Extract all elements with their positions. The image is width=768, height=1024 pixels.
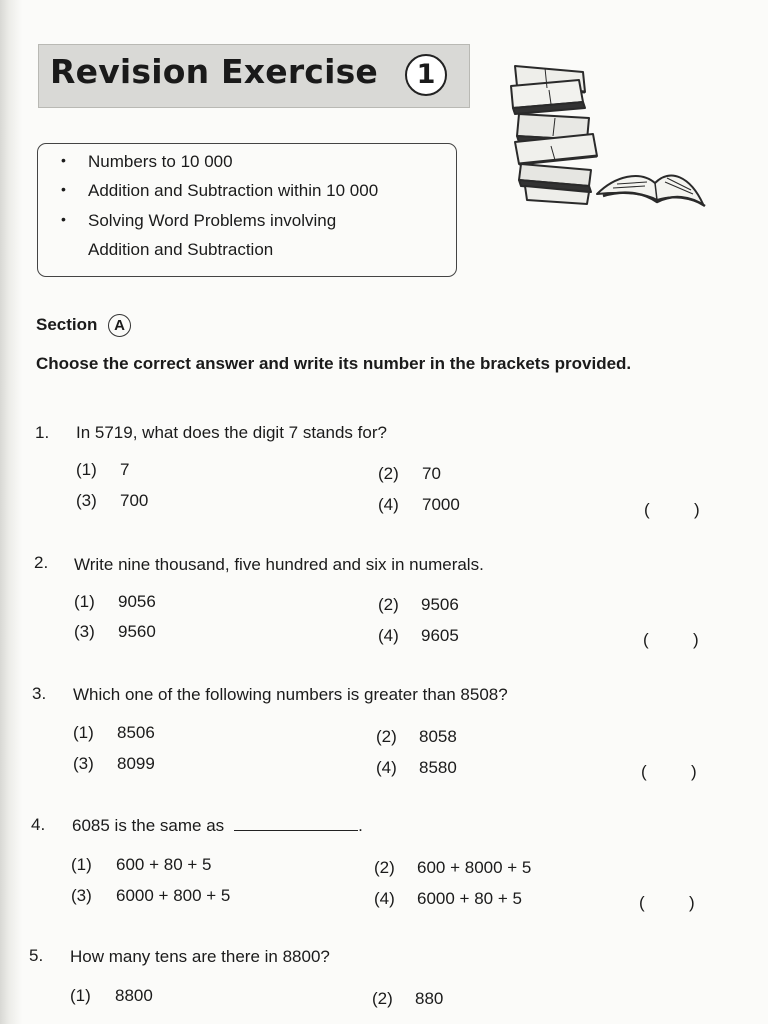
option-label: (1) (70, 986, 91, 1005)
topic-label: Solving Word Problems involving (88, 211, 337, 230)
option-label: (3) (74, 622, 95, 641)
topic-label: Addition and Subtraction within 10 000 (88, 181, 379, 200)
option-label: (2) (372, 989, 393, 1008)
option-value: 8058 (419, 727, 457, 746)
option-value: 7 (120, 460, 130, 479)
option-label: (4) (376, 758, 397, 777)
option-value: 9056 (118, 592, 156, 611)
topic-label: Numbers to 10 000 (88, 152, 233, 171)
answer-bracket-close: ) (689, 893, 695, 912)
question-text: How many tens are there in 8800? (70, 947, 330, 966)
topic-item (61, 181, 379, 201)
answer-bracket-close: ) (694, 500, 700, 519)
option-label: (1) (73, 723, 94, 742)
question-number: 3. (32, 684, 47, 703)
question-text: Which one of the following numbers is greater than 8508? (73, 685, 508, 704)
question-number: 2. (34, 553, 49, 572)
option-label: (2) (378, 464, 399, 483)
question-text: 6085 is the same as (72, 816, 225, 835)
option-value: 8506 (117, 723, 155, 742)
option-label: (1) (74, 592, 95, 611)
option-value: 9560 (118, 622, 156, 641)
answer-bracket-open: ( (639, 893, 645, 912)
bullet-icon: • (61, 152, 66, 168)
exercise-number-badge: 1 (405, 54, 447, 96)
bullet-icon: • (61, 181, 66, 197)
question-number: 5. (29, 946, 44, 965)
option-label: (1) (76, 460, 97, 479)
option-label: (4) (378, 495, 399, 514)
books-illustration (505, 58, 710, 213)
option-value: 8800 (115, 986, 153, 1005)
page-title: Revision Exercise (50, 52, 379, 91)
option-value: 8099 (117, 754, 155, 773)
question-number: 1. (35, 423, 50, 442)
section-label: Section (36, 315, 98, 334)
answer-bracket-open: ( (644, 500, 650, 519)
option-value: 70 (422, 464, 441, 483)
section-instruction: Choose the correct answer and write its number in the brackets provided. (36, 354, 632, 373)
question-text: In 5719, what does the digit 7 stands for? (76, 423, 387, 442)
topic-item (61, 211, 337, 231)
option-label: (2) (376, 727, 397, 746)
option-value: 6000 + 800 + 5 (116, 886, 231, 905)
option-value: 700 (120, 491, 149, 510)
option-value: 6000 + 80 + 5 (417, 889, 522, 908)
question-text-row (72, 816, 363, 836)
option-label: (3) (76, 491, 97, 510)
question-number: 4. (31, 815, 46, 834)
question-text: Write nine thousand, five hundred and six in numerals. (74, 555, 484, 574)
section-letter-badge: A (108, 314, 131, 337)
option-label: (4) (378, 626, 399, 645)
option-value: 600 + 80 + 5 (116, 855, 212, 874)
scan-edge-shadow (0, 0, 22, 1024)
answer-bracket-open: ( (641, 762, 647, 781)
option-label: (4) (374, 889, 395, 908)
option-value: 9605 (421, 626, 459, 645)
topic-item (88, 240, 273, 260)
topic-item (61, 152, 233, 172)
option-value: 600 + 8000 + 5 (417, 858, 532, 877)
option-value: 9506 (421, 595, 459, 614)
answer-bracket-open: ( (643, 630, 649, 649)
option-label: (1) (71, 855, 92, 874)
option-label: (3) (73, 754, 94, 773)
answer-bracket-close: ) (691, 762, 697, 781)
option-value: 880 (415, 989, 444, 1008)
option-value: 7000 (422, 495, 460, 514)
topic-label: Addition and Subtraction (88, 240, 274, 259)
bullet-icon: • (61, 211, 66, 227)
answer-blank-line (234, 830, 358, 831)
option-label: (2) (378, 595, 399, 614)
option-label: (3) (71, 886, 92, 905)
question-text-end: . (358, 816, 363, 835)
option-value: 8580 (419, 758, 457, 777)
answer-bracket-close: ) (693, 630, 699, 649)
topics-box (37, 143, 457, 277)
option-label: (2) (374, 858, 395, 877)
